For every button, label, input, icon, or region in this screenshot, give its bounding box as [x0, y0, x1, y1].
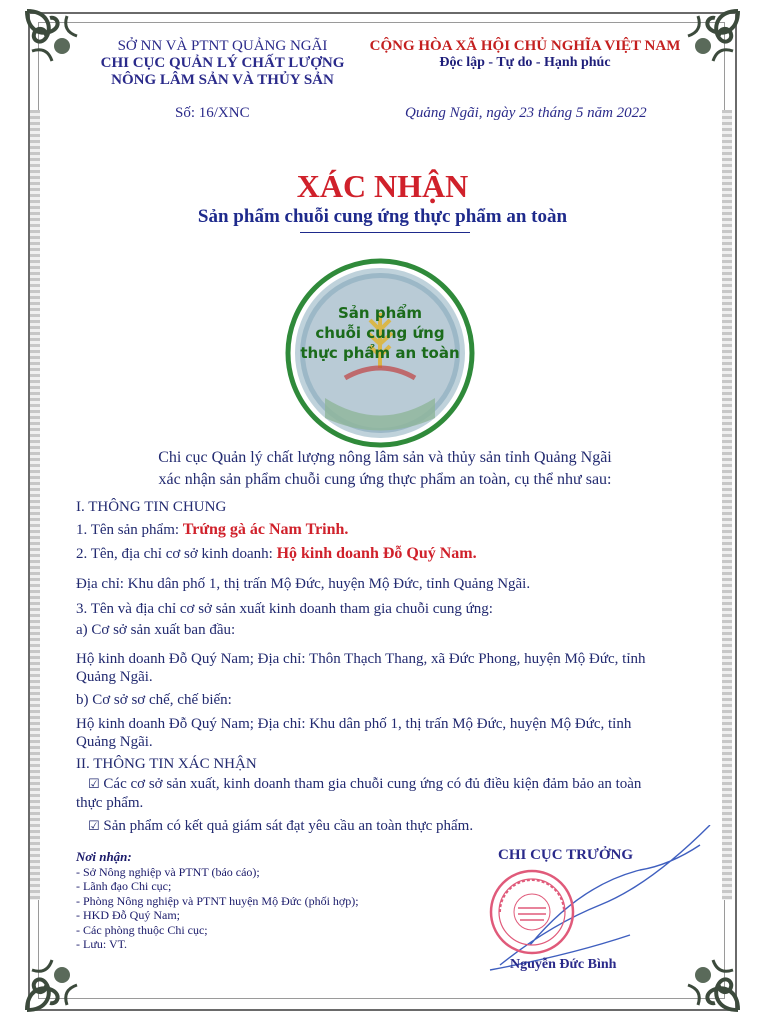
recipient-item: - HKD Đỗ Quý Nam; — [76, 908, 180, 922]
product-name-row — [76, 520, 721, 540]
section-1-heading: I. THÔNG TIN CHUNG — [76, 499, 227, 515]
checkbox-checked-icon: ☑ — [88, 777, 100, 792]
section-2-heading: II. THÔNG TIN XÁC NHẬN — [76, 756, 257, 772]
issuing-organization — [70, 38, 375, 89]
recipient-item: - Phòng Nông nghiệp và PTNT huyện Mộ Đức (phối hợp); — [76, 893, 359, 908]
processor-line-2: Quảng Ngãi. — [76, 734, 153, 750]
document-subtitle: Sản phẩm chuỗi cung ứng thực phẩm an toàn — [197, 206, 568, 227]
intro-line-1: Chi cục Quản lý chất lượng nông lâm sản và thủy sản tỉnh Quảng Ngãi — [158, 449, 612, 466]
primary-producer-line-2: Quảng Ngãi. — [76, 669, 153, 685]
confirmation-2-text: Sản phẩm có kết quả giám sát đạt yêu cầu an toàn thực phẩm. — [99, 818, 474, 834]
left-border-band — [30, 110, 40, 900]
primary-producer-heading: a) Cơ sở sản xuất ban đầu: — [76, 622, 236, 638]
processor-heading: b) Cơ sở sơ chế, chế biến: — [76, 692, 232, 708]
product-name-label: 1. Tên sản phẩm: — [76, 522, 183, 538]
motto: Độc lập - Tự do - Hạnh phúc — [439, 55, 611, 70]
recipients-list — [76, 850, 359, 952]
corner-ornament-bottom-left — [22, 945, 92, 1015]
primary-producer-line-1: Hộ kinh doanh Đỗ Quý Nam; Địa chỉ: Thôn Thạch Thang, xã Đức Phong, huyện Mộ Đức, tỉnh — [76, 651, 646, 667]
business-address: Địa chỉ: Khu dân phố 1, thị trấn Mộ Đức, huyện Mộ Đức, tỉnh Quảng Ngãi. — [76, 576, 531, 592]
official-red-stamp — [488, 868, 576, 956]
org-line-1: SỞ NN VÀ PTNT QUẢNG NGÃI — [117, 38, 328, 54]
document-number: Số: 16/XNC — [175, 105, 250, 121]
logo-line-1: Sản phẩm — [338, 304, 422, 322]
business-name-row — [76, 544, 721, 564]
recipient-item: - Các phòng thuộc Chi cục; — [76, 922, 208, 937]
supply-chain-heading: 3. Tên và địa chỉ cơ sở sản xuất kinh doanh tham gia chuỗi cung ứng: — [76, 601, 493, 617]
business-name-value: Hộ kinh doanh Đỗ Quý Nam. — [276, 545, 477, 562]
right-border-band — [722, 110, 732, 900]
confirmation-1-continued: thực phẩm. — [76, 795, 144, 811]
signatory-title: CHI CỤC TRƯỞNG — [498, 847, 634, 863]
logo-line-2: chuỗi cung ứng — [315, 324, 445, 342]
logo-caption — [285, 303, 475, 363]
product-name-value: Trứng gà ác Nam Trinh. — [182, 521, 349, 538]
org-line-3: NÔNG LÂM SẢN VÀ THỦY SẢN — [111, 72, 334, 88]
processor-line-1: Hộ kinh doanh Đỗ Quý Nam; Địa chỉ: Khu dân phố 1, thị trấn Mộ Đức, huyện Mộ Đức, tỉnh — [76, 716, 632, 732]
recipients-heading: Nơi nhận: — [76, 849, 132, 864]
intro-paragraph — [75, 447, 695, 491]
country-name: CỘNG HÒA XÃ HỘI CHỦ NGHĨA VIỆT NAM — [369, 38, 681, 54]
national-motto — [355, 38, 695, 71]
recipient-item: - Lãnh đạo Chi cục; — [76, 879, 172, 893]
recipient-item: - Sở Nông nghiệp và PTNT (báo cáo); — [76, 864, 260, 879]
confirmation-1 — [88, 774, 723, 795]
subtitle-underline — [300, 232, 470, 233]
issue-date: Quảng Ngãi, ngày 23 tháng 5 năm 2022 — [405, 105, 647, 121]
checkbox-checked-icon: ☑ — [88, 819, 100, 834]
recipient-item: - Lưu: VT. — [76, 937, 128, 951]
intro-line-2: xác nhận sản phẩm chuỗi cung ứng thực phẩm an toàn, cụ thể như sau: — [158, 471, 612, 488]
business-name-label: 2. Tên, địa chỉ cơ sở kinh doanh: — [76, 546, 277, 562]
signatory-name: Nguyễn Đức Bình — [510, 957, 617, 972]
logo-line-3: thực phẩm an toàn — [300, 344, 460, 362]
document-title: XÁC NHẬN — [296, 168, 469, 204]
org-line-2: CHI CỤC QUẢN LÝ CHẤT LƯỢNG — [100, 55, 345, 71]
confirmation-1-text: Các cơ sở sản xuất, kinh doanh tham gia chuỗi cung ứng có đủ điều kiện đảm bảo an toàn — [99, 776, 642, 792]
